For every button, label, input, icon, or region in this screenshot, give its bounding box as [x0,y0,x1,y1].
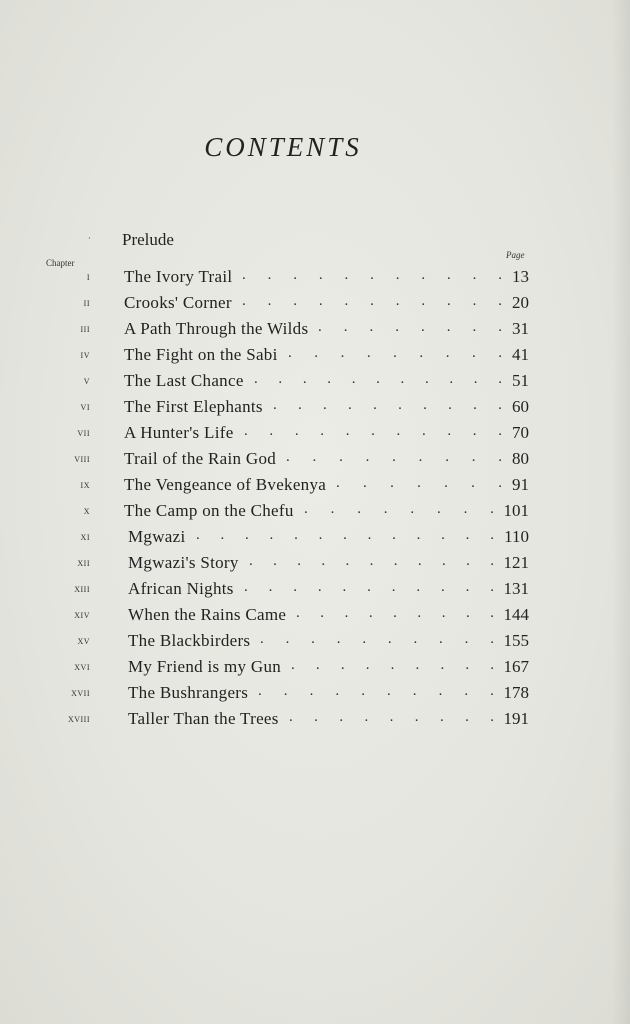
dot-leaders: . . . . . . . . . . . [242,267,502,283]
toc-row [0,369,630,395]
dot-leaders: . . . . . . . . . . [273,397,502,413]
dot-leaders: . . . . . . . . . . . [249,553,494,569]
chapter-number: xii [77,557,90,569]
toc-row [0,655,630,681]
page-number: 101 [503,501,529,520]
page-number: 31 [512,319,529,338]
chapter-title: A Path Through the Wilds [124,319,309,338]
chapter-title: My Friend is my Gun [128,657,282,676]
page-number: 155 [503,631,529,650]
toc-row [0,447,630,473]
chapter-number: vi [80,401,90,413]
dot-leaders: . . . . . . . . [304,501,494,517]
chapter-number: xiv [74,609,90,621]
chapter-number: ix [80,479,90,491]
chapter-title: A Hunter's Life [124,423,234,442]
toc-row [0,603,630,629]
chapter-title: The Vengeance of Bvekenya [124,475,327,494]
chapter-title: African Nights [128,579,234,598]
chapter-number: xi [80,531,90,543]
chapter-number: xv [77,635,90,647]
page-number: 13 [512,267,529,286]
chapter-number: xviii [67,713,90,725]
page-number: 121 [503,553,529,572]
toc-row [0,499,630,525]
page-number: 91 [512,475,529,494]
toc-row [0,681,630,707]
prelude-entry: Prelude [122,230,174,249]
chapter-title: The First Elephants [124,397,263,416]
dot-leaders: . . . . . . . . . [286,449,502,465]
dot-leaders: . . . . . . . [336,475,502,491]
chapter-number: viii [74,453,90,465]
toc-row [0,551,630,577]
page-number: 110 [504,527,529,546]
chapter-title: The Blackbirders [128,631,251,650]
page-column-label: Page [506,250,525,260]
toc-row [0,265,630,291]
toc-row [0,395,630,421]
contents-heading: CONTENTS [204,132,362,162]
dot-leaders: . . . . . . . . . . . [254,371,502,387]
chapter-number: i [86,271,90,283]
chapter-title: Crooks' Corner [124,293,232,312]
page-number: 191 [503,709,529,728]
chapter-column-label: Chapter [46,258,75,268]
page-number: 131 [503,579,529,598]
dot-leaders: . . . . . . . . . . [258,683,494,699]
dot-leaders: . . . . . . . . . [291,657,494,673]
toc-row [0,421,630,447]
chapter-number: vii [77,427,90,439]
toc-row [0,525,630,551]
toc-row [0,629,630,655]
dot-leaders: . . . . . . . . . [289,709,494,725]
page-number: 178 [503,683,529,702]
chapter-title: Trail of the Rain God [124,449,277,468]
toc-row [0,291,630,317]
chapter-number: iv [80,349,90,361]
page-number: 60 [512,397,529,416]
chapter-title: Taller Than the Trees [128,709,279,728]
stray-dot: · [88,234,91,244]
page-number: 80 [512,449,529,468]
page-number: 41 [512,345,529,364]
toc-row [0,577,630,603]
toc-row [0,317,630,343]
chapter-title: The Camp on the Chefu [124,501,294,520]
dot-leaders: . . . . . . . . . . . [242,293,502,309]
dot-leaders: . . . . . . . . . . . [244,579,494,595]
toc-row [0,707,630,733]
chapter-number: xvi [74,661,90,673]
chapter-title: The Fight on the Sabi [124,345,278,364]
page-number: 167 [503,657,529,676]
page-number: 20 [512,293,529,312]
chapter-title: When the Rains Came [128,605,287,624]
chapter-title: The Ivory Trail [124,267,233,286]
chapter-number: v [83,375,90,387]
page-number: 144 [503,605,529,624]
dot-leaders: . . . . . . . . . [288,345,502,361]
table-of-contents [0,265,630,733]
chapter-number: x [83,505,90,517]
chapter-title: Mgwazi [128,527,186,546]
dot-leaders: . . . . . . . . . . . . . [196,527,494,543]
dot-leaders: . . . . . . . . [318,319,502,335]
chapter-number: ii [83,297,90,309]
page-number: 70 [512,423,529,442]
chapter-title: The Last Chance [124,371,244,390]
chapter-number: xiii [74,583,90,595]
toc-row [0,343,630,369]
chapter-title: The Bushrangers [128,683,249,702]
chapter-title: Mgwazi's Story [128,553,239,572]
dot-leaders: . . . . . . . . . . . [244,423,502,439]
page-number: 51 [512,371,529,390]
dot-leaders: . . . . . . . . . [296,605,494,621]
chapter-number: iii [80,323,90,335]
chapter-number: xvii [71,687,90,699]
dot-leaders: . . . . . . . . . . [260,631,494,647]
toc-row [0,473,630,499]
